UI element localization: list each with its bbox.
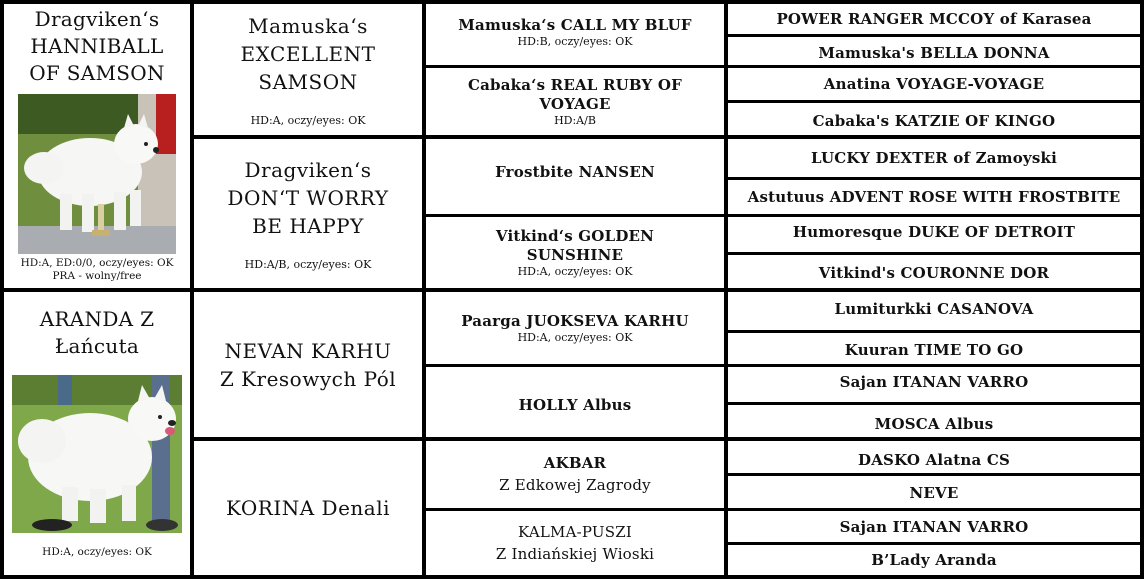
ggg-name: Vitkind's COURONNE DOR	[818, 264, 1050, 282]
grandparent-name-line: Dragviken‘s	[244, 158, 372, 182]
sire-name-line: Dragviken‘s	[34, 7, 160, 31]
grandparent-name-line: SAMSON	[258, 70, 358, 94]
ggp-name-line: HOLLY Albus	[518, 395, 632, 414]
ggg-name: Anatina VOYAGE-VOYAGE	[823, 74, 1045, 93]
ggg-name: LUCKY DEXTER of Zamoyski	[811, 148, 1057, 167]
ggp-health: HD:A/B	[554, 114, 596, 127]
ggp-name-line: Frostbite NANSEN	[495, 163, 655, 181]
grandparent-name-line: KORINA Denali	[225, 496, 391, 520]
ggg-cell	[728, 217, 1140, 252]
ggg-name: Astutuus ADVENT ROSE WITH FROSTBITE	[747, 187, 1121, 206]
great-grandparent-cell	[426, 441, 724, 508]
dam-cell	[4, 292, 190, 575]
sire-health-line: HD:A, ED:0/0, oczy/eyes: OK	[20, 257, 174, 269]
dam-name-line: Łańcuta	[54, 334, 140, 358]
ggp-name-line: SUNSHINE	[526, 246, 624, 264]
ggp-name-line: AKBAR	[543, 454, 607, 472]
ggg-cell	[728, 103, 1140, 135]
dam-photo	[12, 375, 182, 533]
grandparent-name-line: EXCELLENT	[240, 42, 376, 66]
sire-name-line: HANNIBALL	[30, 34, 164, 58]
dam-health-line: HD:A, oczy/eyes: OK	[42, 546, 152, 558]
grandparent-cell	[194, 4, 422, 135]
grandparent-name-line: Mamuska‘s	[248, 14, 368, 38]
ggg-cell	[728, 545, 1140, 575]
ggg-name: DASKO Alatna CS	[857, 450, 1010, 469]
ggg-name: Sajan ITANAN VARRO	[839, 518, 1029, 536]
ggg-cell	[728, 367, 1140, 402]
ggg-name: Cabaka's KATZIE OF KINGO	[812, 111, 1056, 130]
ggp-health: HD:A, oczy/eyes: OK	[517, 265, 633, 278]
ggg-cell	[728, 37, 1140, 65]
ggg-name: Humoresque DUKE OF DETROIT	[792, 223, 1076, 241]
ggp-name-line: VOYAGE	[539, 95, 611, 113]
grandparent-name-line: Z Kresowych Pól	[219, 366, 397, 391]
ggp-name-line: Paarga JUOKSEVA KARHU	[461, 312, 689, 330]
samoyed-photo-icon	[18, 94, 176, 254]
ggg-cell	[728, 476, 1140, 508]
ggg-cell	[728, 139, 1140, 177]
ggp-name-line: KALMA-PUSZI	[518, 522, 632, 541]
sire-health-line: PRA - wolny/free	[52, 270, 142, 282]
ggg-cell	[728, 511, 1140, 542]
great-grandparent-cell	[426, 4, 724, 65]
dam-name-line: ARANDA Z	[39, 307, 155, 331]
ggg-cell	[728, 441, 1140, 473]
ggp-name-line: Z Indiańskiej Wioski	[495, 544, 655, 563]
grandparent-health: HD:A, oczy/eyes: OK	[250, 114, 366, 127]
ggg-name: Kuuran TIME TO GO	[844, 341, 1024, 359]
samoyed-photo-icon	[12, 375, 182, 533]
ggp-name-line: Z Edkowej Zagrody	[499, 476, 651, 494]
ggg-cell	[728, 4, 1140, 34]
sire-photo	[18, 94, 176, 254]
ggp-name-line: Vitkind‘s GOLDEN	[495, 227, 655, 245]
great-grandparent-cell	[426, 139, 724, 214]
ggg-cell	[728, 292, 1140, 330]
ggp-health: HD:B, oczy/eyes: OK	[517, 35, 633, 48]
great-grandparent-cell	[426, 292, 724, 364]
grandparent-cell	[194, 139, 422, 288]
grandparent-name-line: DON‘T WORRY	[227, 186, 389, 210]
ggg-name: MOSCA Albus	[874, 414, 994, 433]
ggg-cell	[728, 255, 1140, 288]
ggg-cell	[728, 333, 1140, 364]
grandparent-cell	[194, 292, 422, 437]
great-grandparent-cell	[426, 367, 724, 437]
ggg-name: B’Lady Aranda	[871, 550, 997, 569]
ggg-cell	[728, 405, 1140, 437]
grandparent-health: HD:A/B, oczy/eyes: OK	[244, 258, 372, 271]
ggg-cell	[728, 68, 1140, 100]
ggg-name: Mamuska's BELLA DONNA	[818, 43, 1050, 62]
ggp-health: HD:A, oczy/eyes: OK	[517, 331, 633, 344]
great-grandparent-cell	[426, 511, 724, 575]
great-grandparent-cell	[426, 68, 724, 135]
ggg-name: Sajan ITANAN VARRO	[839, 373, 1029, 391]
ggg-name: NEVE	[909, 483, 959, 502]
ggg-name: Lumiturkki CASANOVA	[834, 299, 1034, 318]
ggp-name-line: Mamuska‘s CALL MY BLUF	[458, 16, 692, 34]
ggg-name: POWER RANGER MCCOY of Karasea	[776, 9, 1092, 28]
grandparent-name-line: NEVAN KARHU	[224, 338, 392, 363]
grandparent-name-line: BE HAPPY	[252, 214, 364, 238]
ggg-cell	[728, 180, 1140, 214]
sire-cell	[4, 4, 190, 288]
grandparent-cell	[194, 441, 422, 575]
ggp-name-line: Cabaka‘s REAL RUBY OF	[468, 76, 682, 94]
sire-name-line: OF SAMSON	[29, 61, 165, 85]
great-grandparent-cell	[426, 217, 724, 288]
